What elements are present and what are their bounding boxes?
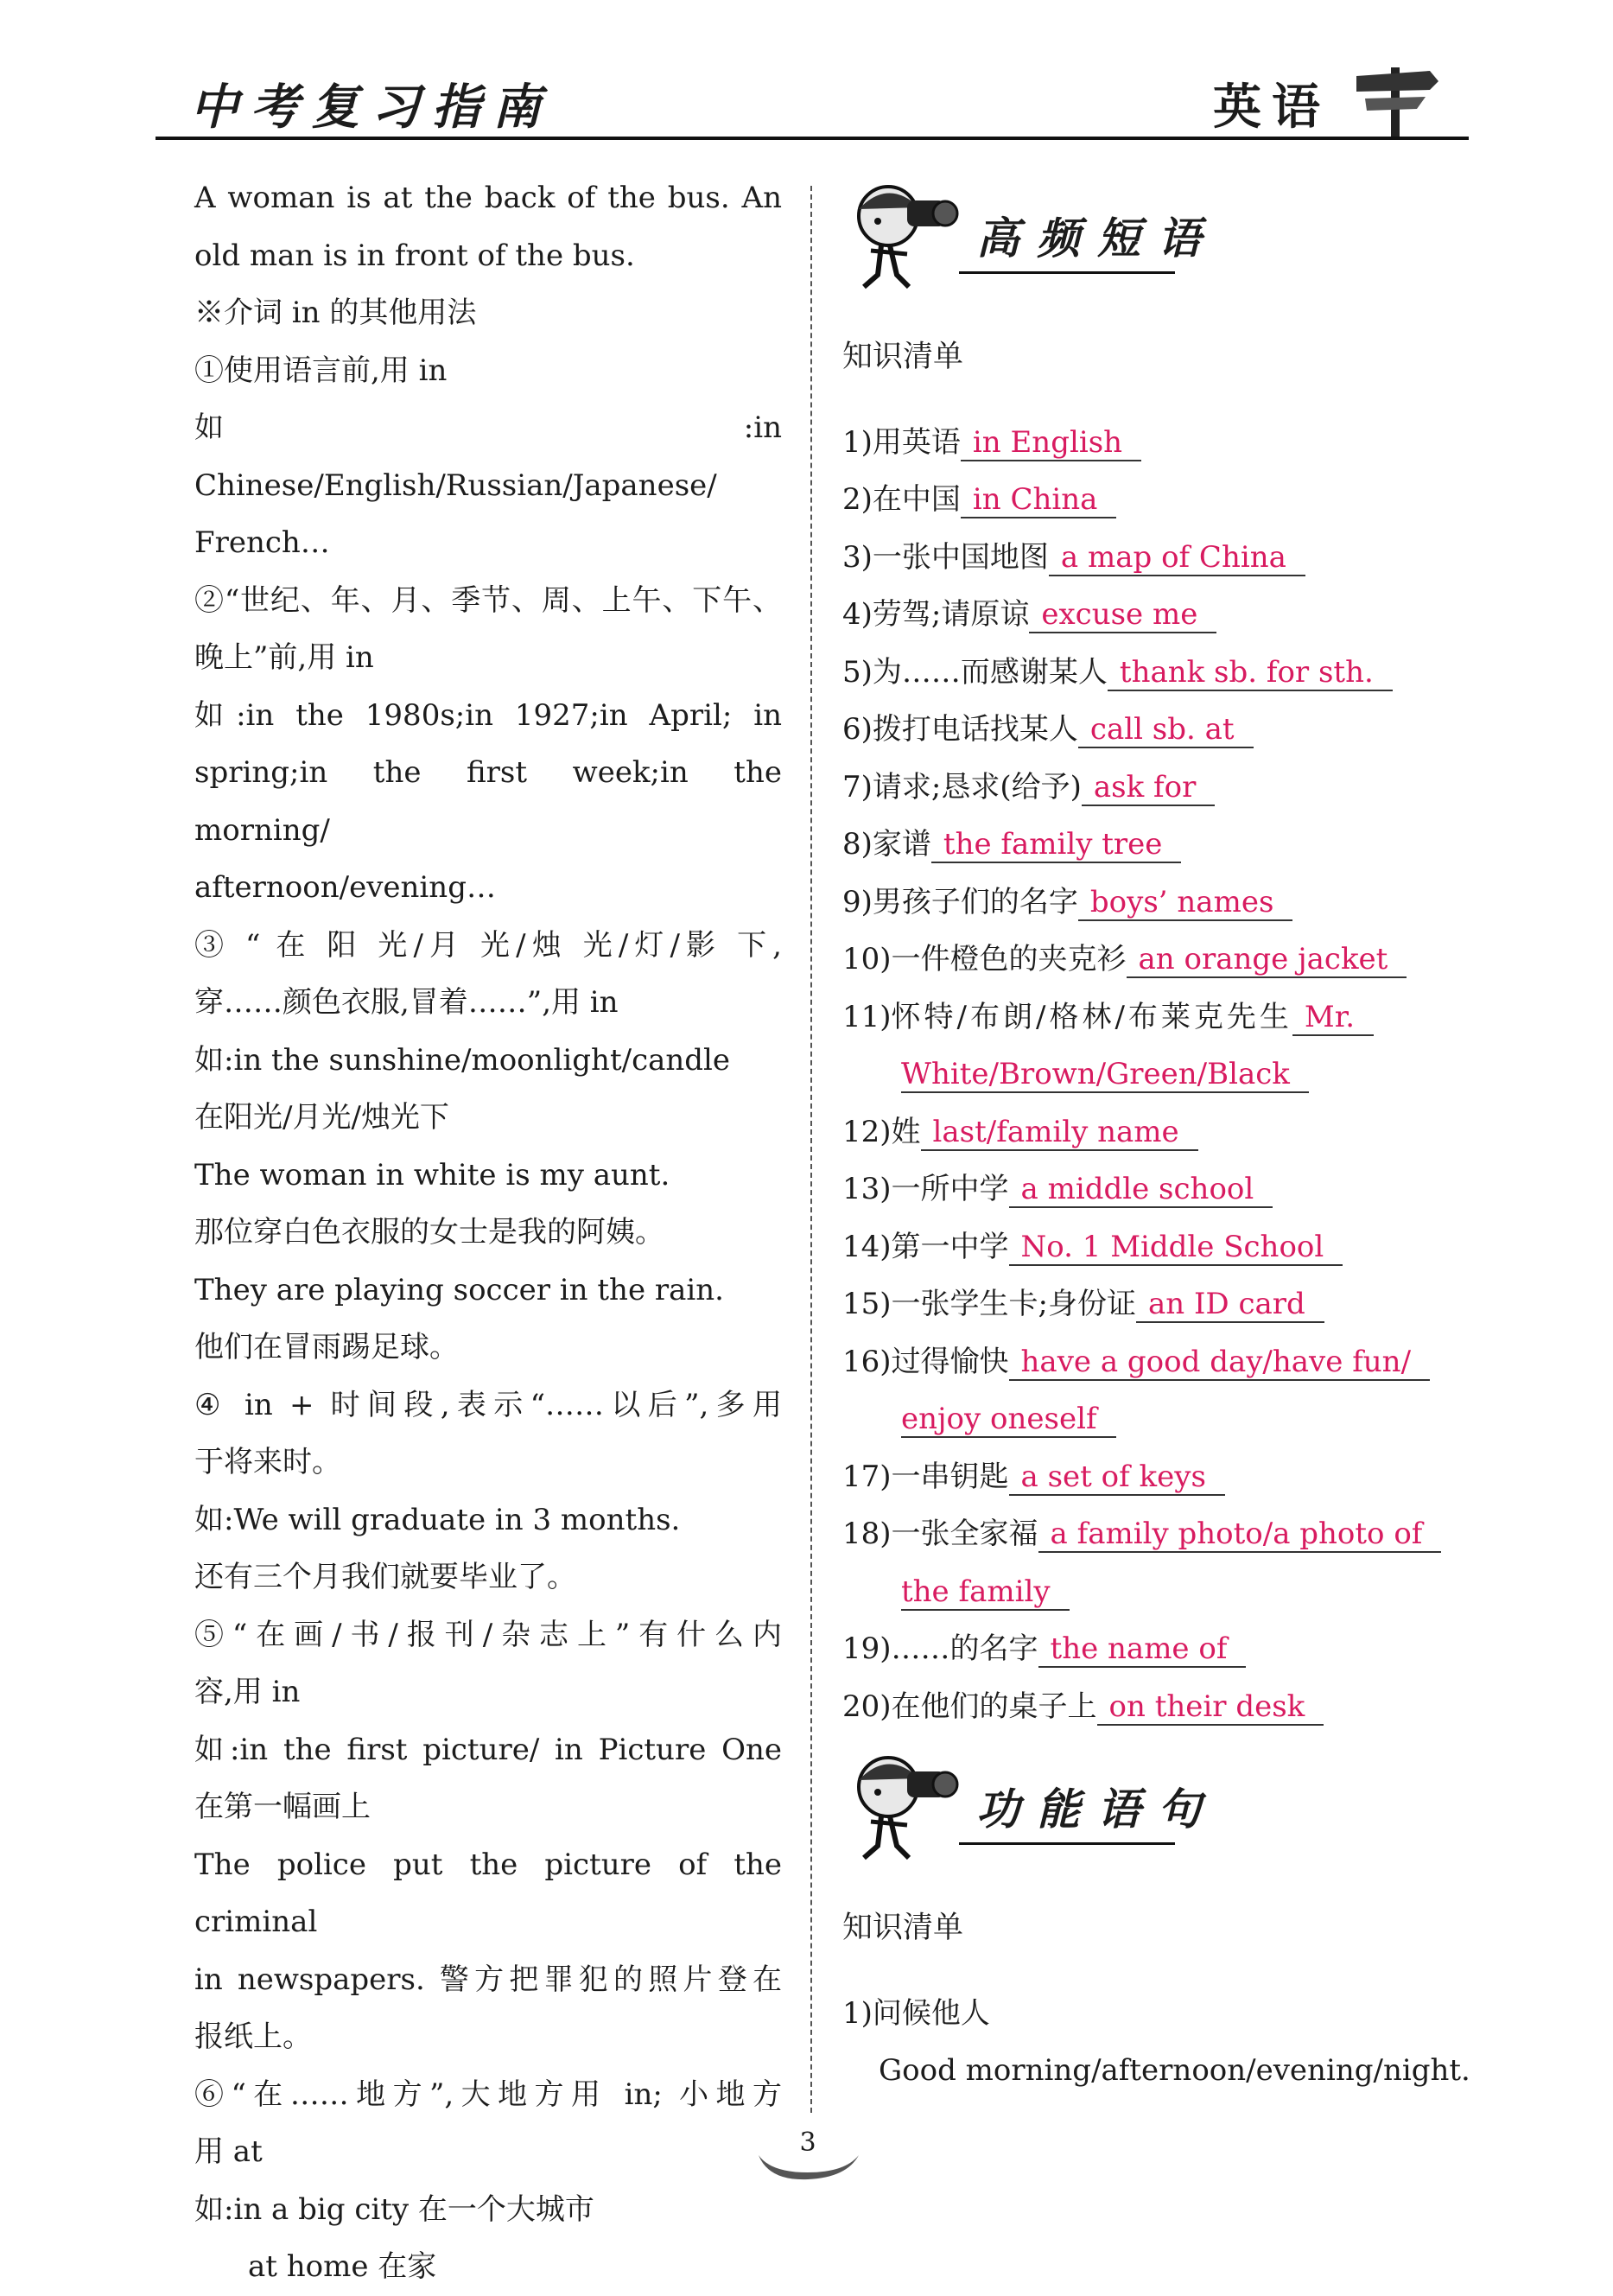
phrase-answer: a middle school [1009, 1172, 1273, 1208]
header-rule [156, 137, 1469, 140]
phrase-chinese: 怀特/布朗/格林/布莱克先生 [891, 999, 1292, 1034]
phrase-item [842, 1161, 1482, 1218]
text-line: They are playing soccer in the rain. [194, 1272, 724, 1307]
phrase-item [842, 1505, 1482, 1563]
text-line: ④ in + 时间段,表示“……以后”,多用 [194, 1387, 782, 1422]
text-line: The police put the picture of the criminal [194, 1847, 782, 1939]
phrase-answer: an orange jacket [1127, 942, 1407, 978]
function-item: 1)问候他人 [842, 1995, 990, 2031]
phrase-number: 13) [842, 1172, 892, 1206]
phrase-number: 3) [842, 539, 873, 575]
phrase-chinese: 为……而感谢某人 [872, 654, 1108, 690]
phrase-item [842, 816, 1482, 874]
phrase-answer: thank sb. for sth. [1108, 655, 1393, 691]
text-line: ③ “ 在 阳 光/月 光/烛 光/灯/影 下, [194, 927, 782, 963]
phrase-item [842, 759, 1482, 817]
functions-banner-title: 功能语句 [976, 1784, 1218, 1835]
text-line: 那位穿白色衣服的女士是我的阿姨。 [194, 1215, 664, 1250]
phrase-number: 2) [842, 482, 873, 517]
knowledge-list-heading: 知识清单 [842, 340, 964, 374]
phrase-chinese: 姓 [891, 1114, 921, 1149]
right-column [842, 169, 1482, 2100]
text-line: 如:in a big city 在一个大城市 [194, 2191, 594, 2227]
phrase-item [842, 1448, 1482, 1506]
phrase-item [842, 529, 1482, 587]
text-line: 容,用 in [194, 1675, 301, 1709]
text-line: 如:in the sunshine/moonlight/candle [194, 1042, 731, 1078]
phrase-answer: No. 1 Middle School [1009, 1230, 1343, 1266]
phrase-chinese: 在中国 [872, 482, 961, 517]
phrase-number: 9) [842, 884, 873, 919]
phrase-answer: Mr. [1292, 1000, 1374, 1036]
phrase-number: 15) [842, 1287, 892, 1321]
text-line: old man is in front of the bus. [194, 238, 635, 273]
text-line: ⑥“在……地方”,大地方用 in; 小地方 [194, 2077, 782, 2112]
phrase-answer: last/family name [921, 1115, 1198, 1151]
phrase-answer: a set of keys [1009, 1460, 1225, 1496]
phrases-banner [847, 169, 1482, 308]
page-number-area [752, 2127, 864, 2188]
signpost-icon [1348, 60, 1443, 138]
knowledge-list-heading: 知识清单 [842, 1911, 964, 1945]
page-number: 3 [799, 2127, 816, 2158]
phrase-item [842, 471, 1482, 529]
phrase-chinese: 男孩子们的名字 [872, 884, 1078, 919]
phrase-item [842, 989, 1482, 1046]
phrase-chinese: ……的名字 [891, 1631, 1038, 1666]
phrase-answer: excuse me [1029, 597, 1216, 633]
phrase-number: 5) [842, 654, 873, 690]
phrase-item [842, 1333, 1482, 1391]
phrase-answer-continued: White/Brown/Green/Black [901, 1057, 1309, 1093]
text-line: 如:in Chinese/English/Russian/Japanese/ [194, 410, 782, 503]
text-line: spring;in the first week;in the morning/ [194, 755, 782, 848]
phrase-answer: boys’ names [1078, 885, 1292, 921]
text-line: 穿……颜色衣服,冒着……”,用 in [194, 985, 619, 1020]
phrase-number: 19) [842, 1631, 892, 1666]
phrase-chinese: 拨打电话找某人 [872, 712, 1078, 747]
binoculars-figure-icon [847, 173, 968, 294]
text-line: A woman is at the back of the bus. An [194, 181, 782, 215]
phrase-number: 20) [842, 1689, 892, 1724]
phrase-chinese: 一张中国地图 [872, 539, 1049, 575]
phrase-item [842, 414, 1482, 472]
banner-underline [959, 271, 1175, 274]
phrase-chinese: 一张学生卡;身份证 [891, 1287, 1136, 1321]
text-line: ⑤“在画/书/报刊/杂志上”有什么内 [194, 1617, 782, 1652]
phrase-number: 7) [842, 769, 873, 805]
page-number-swoosh-icon [752, 2147, 864, 2185]
text-line: The woman in white is my aunt. [194, 1157, 670, 1193]
phrase-item [842, 931, 1482, 989]
phrase-chinese: 过得愉快 [891, 1344, 1009, 1379]
phrases-banner-title: 高频短语 [976, 213, 1218, 264]
function-example: Good morning/afternoon/evening/night. [879, 2053, 1470, 2088]
phrase-item [842, 1218, 1482, 1276]
text-line: in newspapers. 警方把罪犯的照片登在 [194, 1962, 782, 1997]
text-line: 如:in the 1980s;in 1927;in April; in [194, 697, 782, 733]
series-title: 中考复习指南 [190, 79, 553, 136]
phrase-answer: on their desk [1097, 1689, 1324, 1726]
phrase-number: 1) [842, 424, 873, 460]
phrase-number: 17) [842, 1459, 892, 1494]
phrase-item [842, 874, 1482, 932]
phrase-item-continuation [842, 1046, 1482, 1103]
text-line: ※介词 in 的其他用法 [194, 296, 477, 330]
phrase-number: 18) [842, 1517, 892, 1551]
phrase-item [842, 1275, 1482, 1333]
phrase-item-continuation [842, 1390, 1482, 1448]
phrase-item-continuation [842, 1563, 1482, 1621]
phrase-number: 6) [842, 712, 873, 747]
text-line: 晚上”前,用 in [194, 640, 374, 675]
functions-banner [847, 1740, 1482, 1879]
phrase-answer-continued: the family [901, 1574, 1070, 1611]
phrase-chinese: 劳驾;请原谅 [872, 597, 1030, 632]
phrase-chinese: 第一中学 [891, 1229, 1009, 1264]
text-line: afternoon/evening… [194, 870, 496, 905]
phrase-chinese: 一张全家福 [891, 1517, 1038, 1551]
phrase-answer: the name of [1038, 1631, 1247, 1668]
text-line: 还有三个月我们就要毕业了。 [194, 1560, 576, 1594]
text-line: 他们在冒雨踢足球。 [194, 1330, 459, 1364]
phrase-answer-continued: enjoy oneself [901, 1402, 1116, 1438]
left-column [194, 169, 782, 2296]
phrase-chinese: 请求;恳求(给予) [872, 769, 1082, 805]
phrase-answer: in China [961, 482, 1117, 518]
text-line: 如:in the first picture/ in Picture One [194, 1732, 782, 1767]
phrase-number: 11) [842, 999, 892, 1034]
text-line: ②“世纪、年、月、季节、周、上午、下午、 [194, 582, 782, 618]
text-line: 在阳光/月光/烛光下 [194, 1100, 449, 1135]
phrase-item [842, 644, 1482, 702]
phrase-number: 8) [842, 827, 873, 862]
phrase-answer: a family photo/a photo of [1038, 1517, 1442, 1553]
phrase-chinese: 一件橙色的夹克衫 [891, 942, 1127, 976]
text-line: 报纸上。 [194, 2019, 312, 2054]
phrase-answer: have a good day/have fun/ [1009, 1345, 1431, 1381]
phrase-number: 14) [842, 1229, 892, 1264]
phrase-answer: in English [961, 425, 1141, 461]
subject-title: 英语 [1213, 79, 1330, 136]
banner-underline [959, 1842, 1175, 1845]
binoculars-figure-icon [847, 1744, 968, 1865]
phrase-answer: a map of China [1049, 540, 1305, 576]
text-line: at home 在家 [248, 2249, 437, 2284]
phrase-number: 12) [842, 1114, 892, 1149]
text-line: 在第一幅画上 [194, 1790, 371, 1824]
phrase-number: 10) [842, 942, 892, 976]
text-line: 于将来时。 [194, 1445, 341, 1479]
column-divider [810, 186, 812, 2113]
phrase-chinese: 家谱 [872, 827, 931, 862]
text-line: 用 at [194, 2134, 263, 2169]
page-header [156, 60, 1469, 143]
phrase-item [842, 1678, 1482, 1736]
phrase-item [842, 586, 1482, 644]
phrase-answer: an ID card [1136, 1287, 1324, 1323]
phrase-item [842, 701, 1482, 759]
phrase-item [842, 1620, 1482, 1678]
phrase-number: 16) [842, 1344, 892, 1379]
phrase-answer: the family tree [931, 827, 1182, 863]
phrase-chinese: 用英语 [872, 424, 961, 460]
phrase-item [842, 1103, 1482, 1161]
phrase-chinese: 一所中学 [891, 1172, 1009, 1206]
phrase-number: 4) [842, 597, 873, 632]
phrase-answer: call sb. at [1078, 712, 1254, 748]
phrase-answer: ask for [1082, 770, 1215, 806]
phrase-chinese: 一串钥匙 [891, 1459, 1009, 1494]
text-line: ①使用语言前,用 in [194, 353, 448, 388]
text-line: 如:We will graduate in 3 months. [194, 1502, 681, 1537]
phrase-chinese: 在他们的桌子上 [891, 1689, 1097, 1724]
text-line: French… [194, 525, 330, 560]
